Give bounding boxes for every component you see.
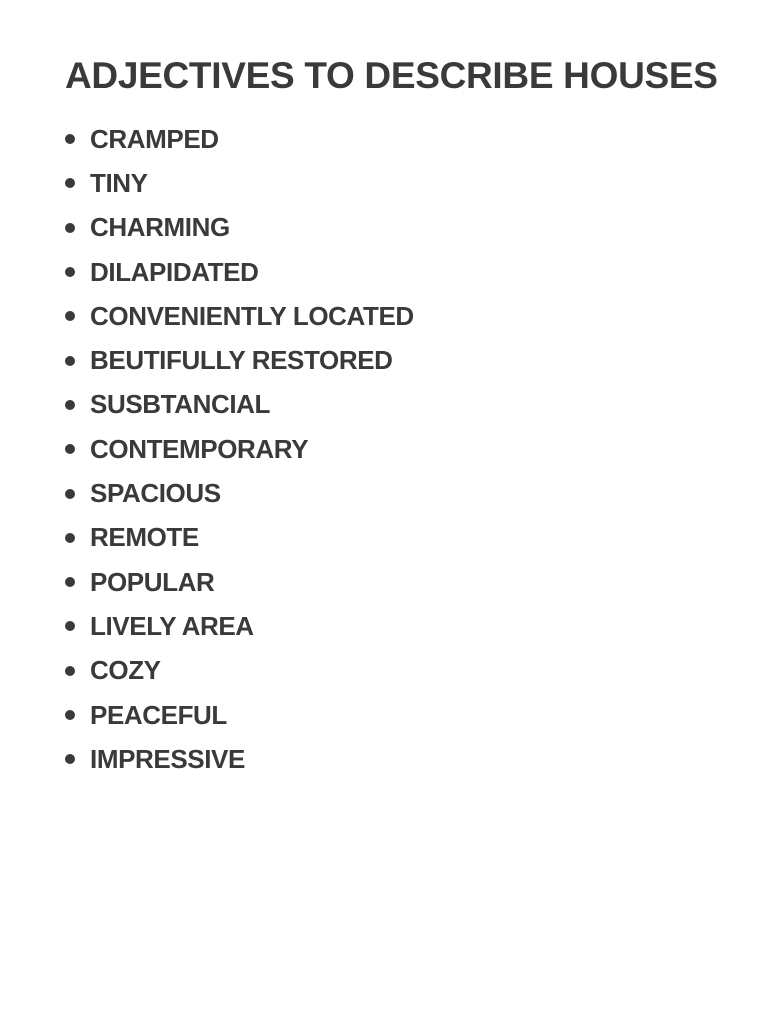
bullet-icon xyxy=(65,400,75,410)
list-item-text: IMPRESSIVE xyxy=(90,743,245,774)
list-item-text: PEACEFUL xyxy=(90,699,227,730)
list-item-text: DILAPIDATED xyxy=(90,256,259,287)
list-item xyxy=(65,250,414,294)
bullet-icon xyxy=(65,178,75,188)
bullet-icon xyxy=(65,311,75,321)
list-item xyxy=(65,693,414,737)
list-item xyxy=(65,649,414,693)
list-item-text: SUSBTANCIAL xyxy=(90,389,270,420)
bullet-icon xyxy=(65,223,75,233)
bullet-icon xyxy=(65,533,75,543)
bullet-icon xyxy=(65,444,75,454)
adjective-list xyxy=(65,117,414,781)
list-item-text: LIVELY AREA xyxy=(90,610,254,641)
list-item xyxy=(65,604,414,648)
list-item-text: CHARMING xyxy=(90,212,230,243)
bullet-icon xyxy=(65,754,75,764)
list-item-text: COZY xyxy=(90,655,161,686)
list-item xyxy=(65,560,414,604)
list-item-text: REMOTE xyxy=(90,522,199,553)
bullet-icon xyxy=(65,621,75,631)
list-item xyxy=(65,117,414,161)
bullet-icon xyxy=(65,489,75,499)
list-item-text: CONTEMPORARY xyxy=(90,433,309,464)
list-item xyxy=(65,206,414,250)
list-item-text: TINY xyxy=(90,167,148,198)
list-item xyxy=(65,161,414,205)
list-item xyxy=(65,338,414,382)
bullet-icon xyxy=(65,267,75,277)
list-item-text: CONVENIENTLY LOCATED xyxy=(90,300,414,331)
list-item xyxy=(65,737,414,781)
list-item xyxy=(65,427,414,471)
list-item-text: BEUTIFULLY RESTORED xyxy=(90,345,393,376)
list-item-text: CRAMPED xyxy=(90,123,219,154)
list-item-text: POPULAR xyxy=(90,566,215,597)
page-title: ADJECTIVES TO DESCRIBE HOUSES xyxy=(65,55,718,96)
list-item xyxy=(65,383,414,427)
bullet-icon xyxy=(65,710,75,720)
bullet-icon xyxy=(65,666,75,676)
list-item xyxy=(65,516,414,560)
bullet-icon xyxy=(65,577,75,587)
list-item-text: SPACIOUS xyxy=(90,478,221,509)
bullet-icon xyxy=(65,134,75,144)
bullet-icon xyxy=(65,356,75,366)
list-item xyxy=(65,471,414,515)
list-item xyxy=(65,294,414,338)
